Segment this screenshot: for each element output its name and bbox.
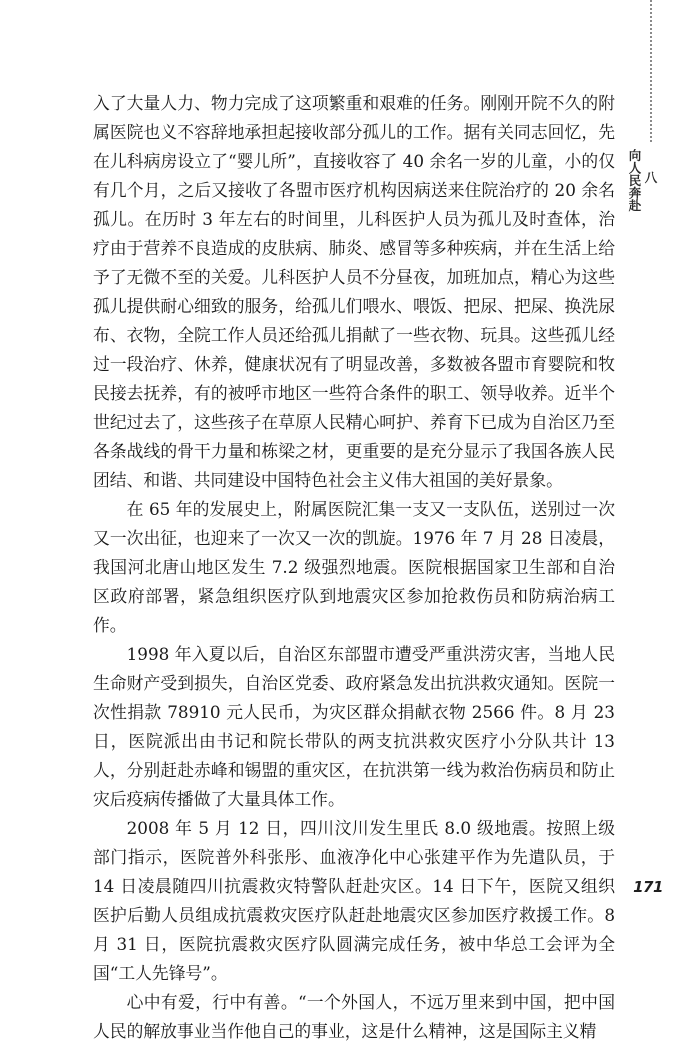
chapter-side-tab [627,149,658,212]
paragraph-continued: 入了大量人力、物力完成了这项繁重和艰难的任务。刚刚开院不久的附属医院也义不容辞地承担起接收部分孤儿的工作。据有关同志回忆，先在儿科病房设立了“婴儿所”，直接收容了 40 余名一岁的儿童，小的仅有几个月，之后又接收了各盟市医疗机构因病送来住院治疗的 20 余名孤儿。在历时 3 年左右的时间里，儿科医护人员为孤儿及时查体，治疗由于营养不良造成的皮肤病、肺炎、感冒等多种疾病，并在生活上给予了无微不至的关爱。儿科医护人员不分昼夜，加班加点，精心为这些孤儿提供耐心细致的服务，给孤儿们喂水、喂饭、把尿、把屎、换洗尿布、衣物，全院工作人员还给孤儿捐献了一些衣物、玩具。这些孤儿经过一段治疗、休养，健康状况有了明显改善，多数被各盟市育婴院和牧民接去抚养，有的被呼市地区一些符合条件的职工、领导收养。近半个世纪过去了，这些孩子在草原人民精心呵护、养育下已成为自治区乃至各条战线的骨干力量和栋梁之材，更重要的是充分显示了我国各族人民团结、和谐、共同建设中国特色社会主义伟大祖国的美好景象。 [93,93,615,490]
paragraph: 心中有爱，行中有善。“一个外国人，不远万里来到中国，把中国人民的解放事业当作他自己的事业，这是什么精神，这是国际主义精 [93,992,615,1041]
paragraph: 在 65 年的发展史上，附属医院汇集一支又一支队伍，送别过一次又一次出征，也迎来了一次又一次的凯旋。1976 年 7 月 28 日凌晨，我国河北唐山地区发生 7.2 级强烈地震。医院根据国家卫生部和自治区政府部署，紧急组织医疗队到地震灾区参加抢救伤员和防病治病工作。 [93,499,615,635]
body-text [93,89,615,1046]
chapter-title: 向人民奔赴 [627,149,642,212]
paragraph: 2008 年 5 月 12 日，四川汶川发生里氏 8.0 级地震。按照上级部门指示，医院普外科张彤、血液净化中心张建平作为先遣队员，于 14 日凌晨随四川抗震救灾特警队赶赴灾区。14 日下午，医院又组织医护后勤人员组成抗震救灾医疗队赶赴地震灾区参加医疗救援工作。8 月 31 日，医院抗震救灾医疗队圆满完成任务，被中华总工会评为全国“工人先锋号”。 [93,818,615,983]
chapter-number: 八 [643,171,658,184]
page-number: 171 [633,878,663,896]
margin-dotted-rule [650,0,652,142]
paragraph: 1998 年入夏以后，自治区东部盟市遭受严重洪涝灾害，当地人民生命财产受到损失，自治区党委、政府紧急发出抗洪救灾通知。医院一次性捐款 78910 元人民币，为灾区群众捐献衣物 2566 件。8 月 23 日，医院派出由书记和院长带队的两支抗洪救灾医疗小分队共计 13 人，分别赶赴赤峰和锡盟的重灾区，在抗洪第一线为救治伤病员和防止灾后疫病传播做了大量具体工作。 [93,644,615,809]
